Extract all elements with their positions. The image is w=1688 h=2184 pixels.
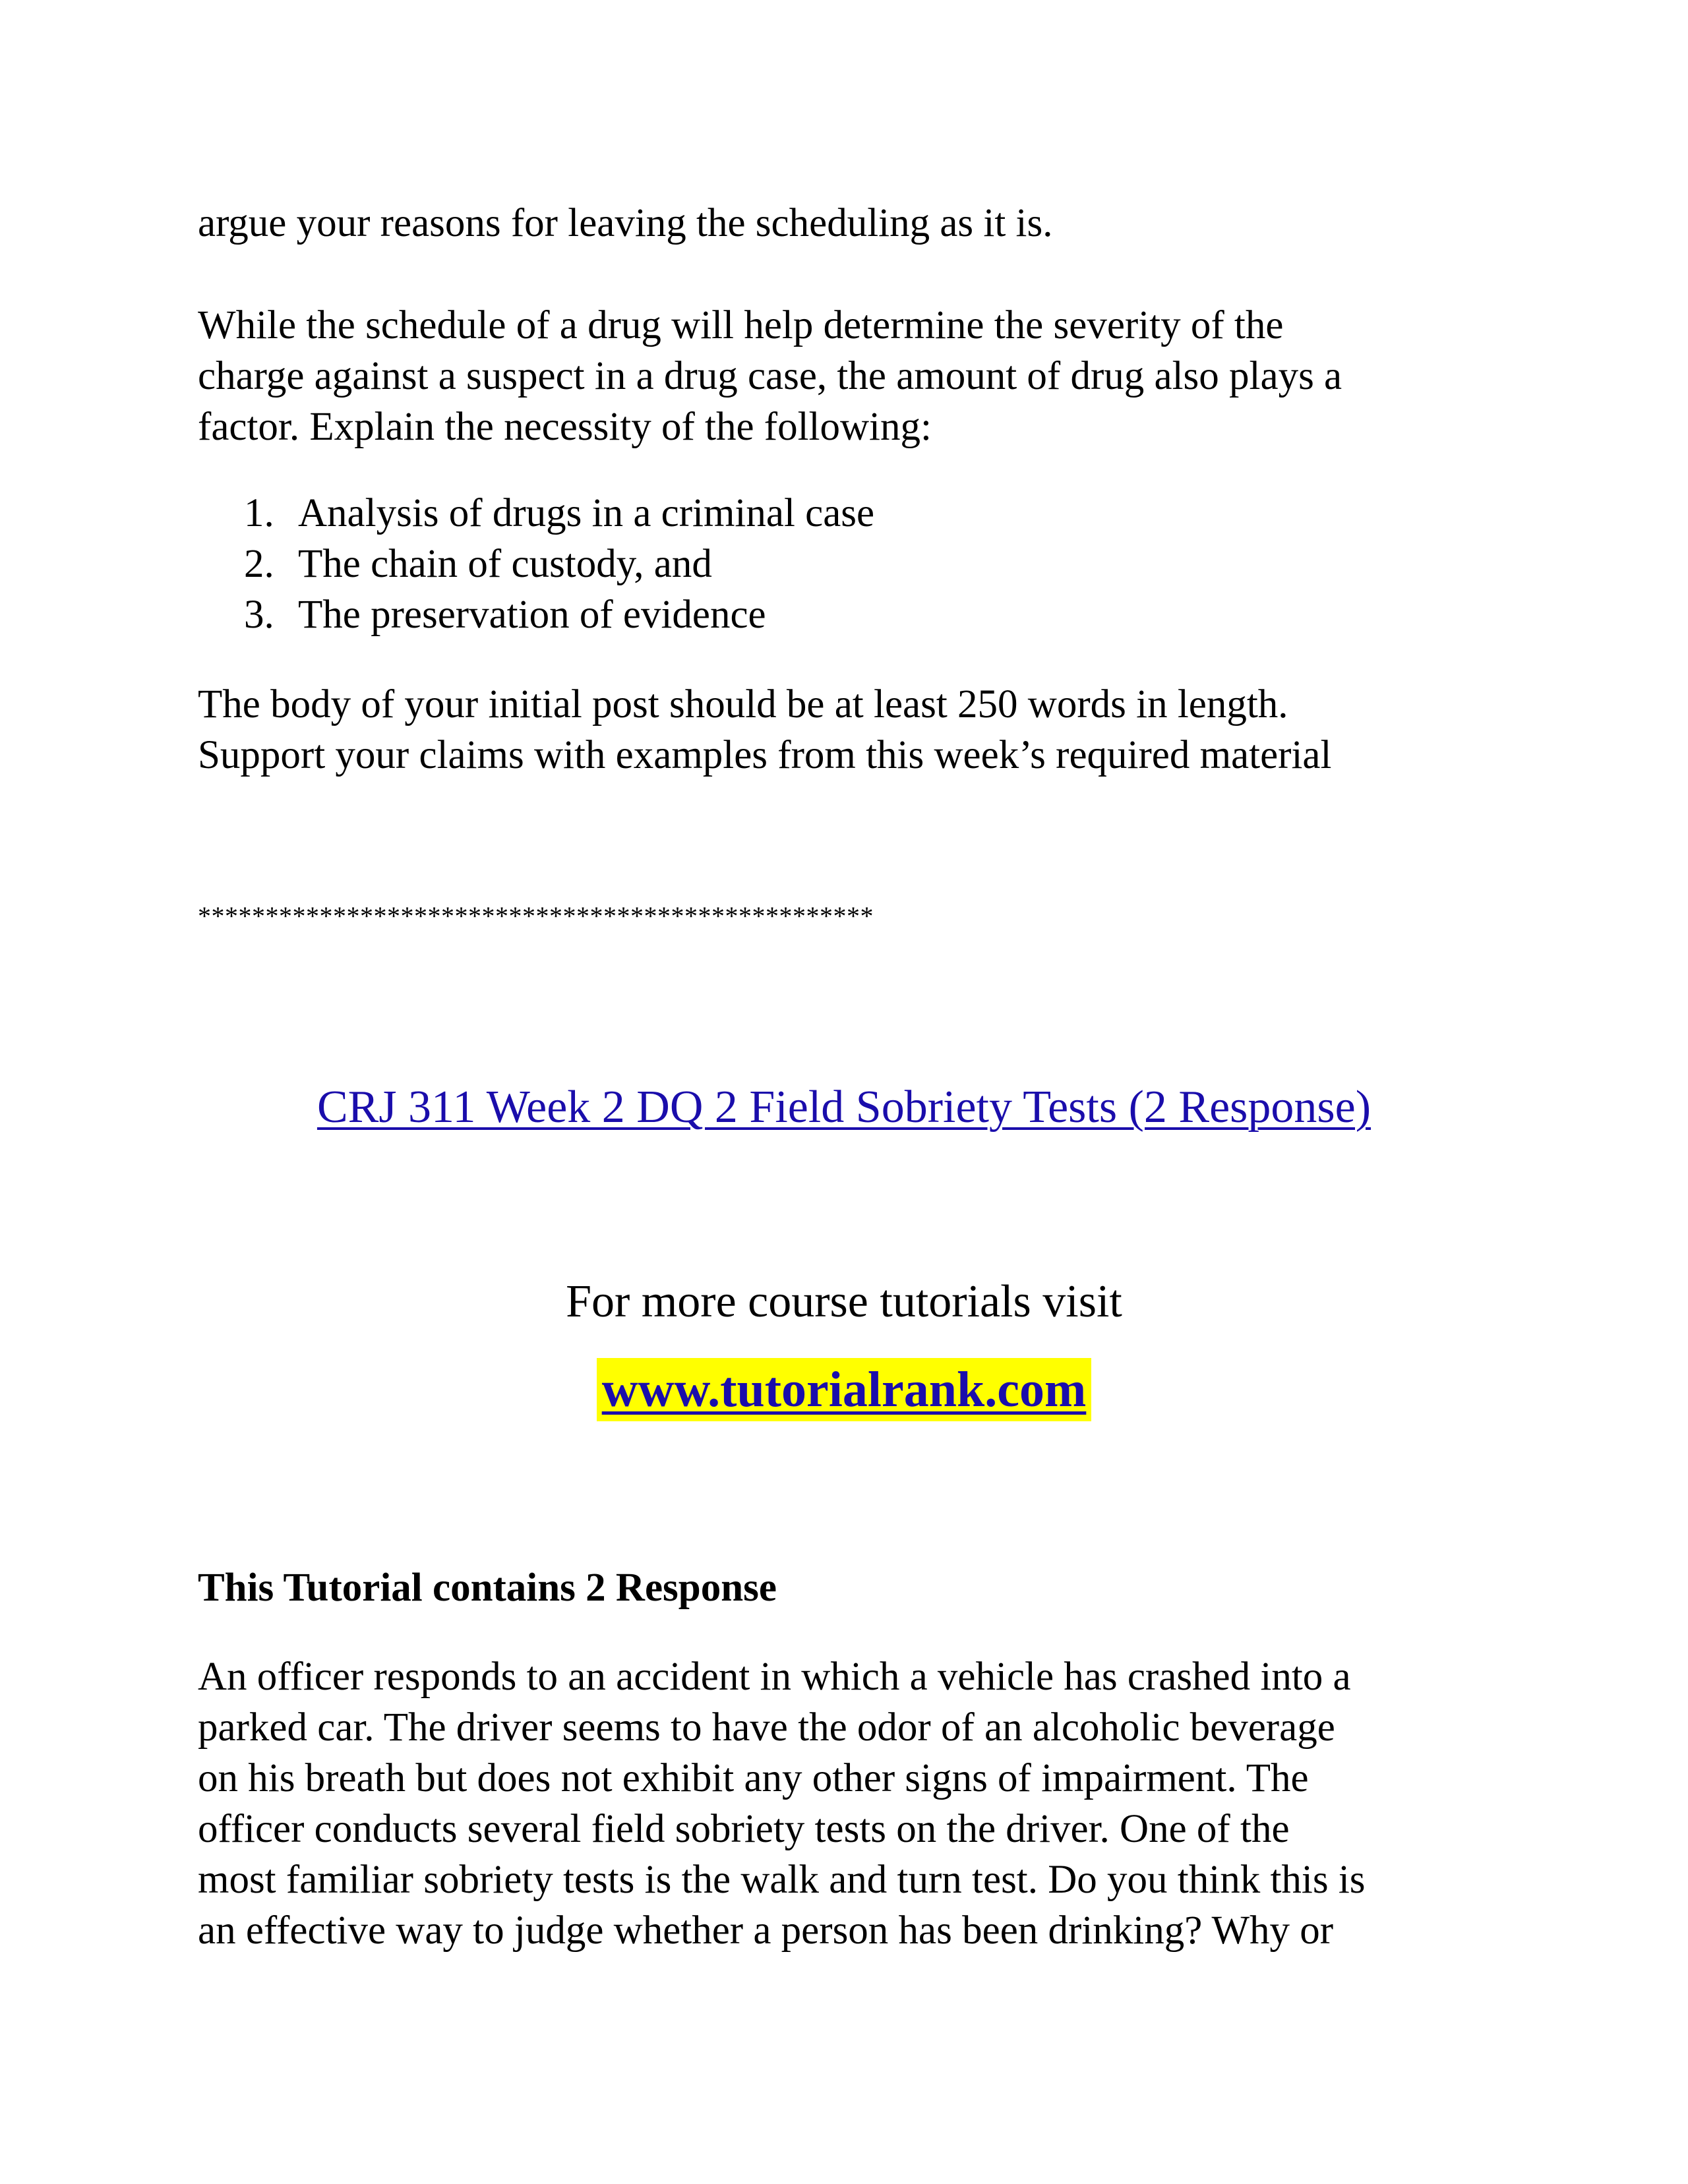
list-item xyxy=(198,539,1490,589)
separator-line: ************************************************** xyxy=(198,901,874,931)
text-line: Support your claims with examples from this week’s required material xyxy=(198,733,1332,777)
text-line: charge against a suspect in a drug case, the amount of drug also plays a xyxy=(198,354,1342,398)
tutorial-heading: This Tutorial contains 2 Response xyxy=(198,1566,777,1610)
length-paragraph xyxy=(198,679,1490,781)
text-line: parked car. The driver seems to have the odor of an alcoholic beverage xyxy=(198,1705,1335,1750)
text-line: on his breath but does not exhibit any other signs of impairment. The xyxy=(198,1756,1309,1800)
site-link-wrapper xyxy=(0,1358,1688,1421)
list-item-number: 2. xyxy=(244,542,274,586)
list-item xyxy=(198,488,1490,539)
text-line: The body of your initial post should be at least 250 words in length. xyxy=(198,682,1288,726)
text-line: argue your reasons for leaving the scheduling as it is. xyxy=(198,201,1053,245)
scenario-paragraph xyxy=(198,1651,1490,1956)
list-item-number: 1. xyxy=(244,491,274,535)
list-item-number: 3. xyxy=(244,593,274,637)
requirements-list xyxy=(198,488,1490,640)
text-line: most familiar sobriety tests is the walk and turn test. Do you think this is xyxy=(198,1858,1366,1902)
list-item xyxy=(198,589,1490,640)
visit-text: For more course tutorials visit xyxy=(566,1276,1122,1327)
intro-paragraph xyxy=(198,300,1490,452)
top-fragment-paragraph xyxy=(198,198,1490,249)
text-line: officer conducts several field sobriety tests on the driver. One of the xyxy=(198,1807,1290,1851)
text-line: an effective way to judge whether a person has been drinking? Why or xyxy=(198,1908,1334,1953)
course-link[interactable]: CRJ 311 Week 2 DQ 2 Field Sobriety Tests (2 Response) xyxy=(316,1082,1372,1133)
text-line: An officer responds to an accident in which a vehicle has crashed into a xyxy=(198,1655,1351,1699)
text-line: While the schedule of a drug will help determine the severity of the xyxy=(198,303,1284,347)
list-item-text: The chain of custody, and xyxy=(298,542,712,586)
list-item-text: Analysis of drugs in a criminal case xyxy=(298,491,875,535)
list-item-text: The preservation of evidence xyxy=(298,593,766,637)
site-link[interactable]: www.tutorialrank.com xyxy=(597,1358,1092,1421)
text-line: factor. Explain the necessity of the following: xyxy=(198,405,932,449)
